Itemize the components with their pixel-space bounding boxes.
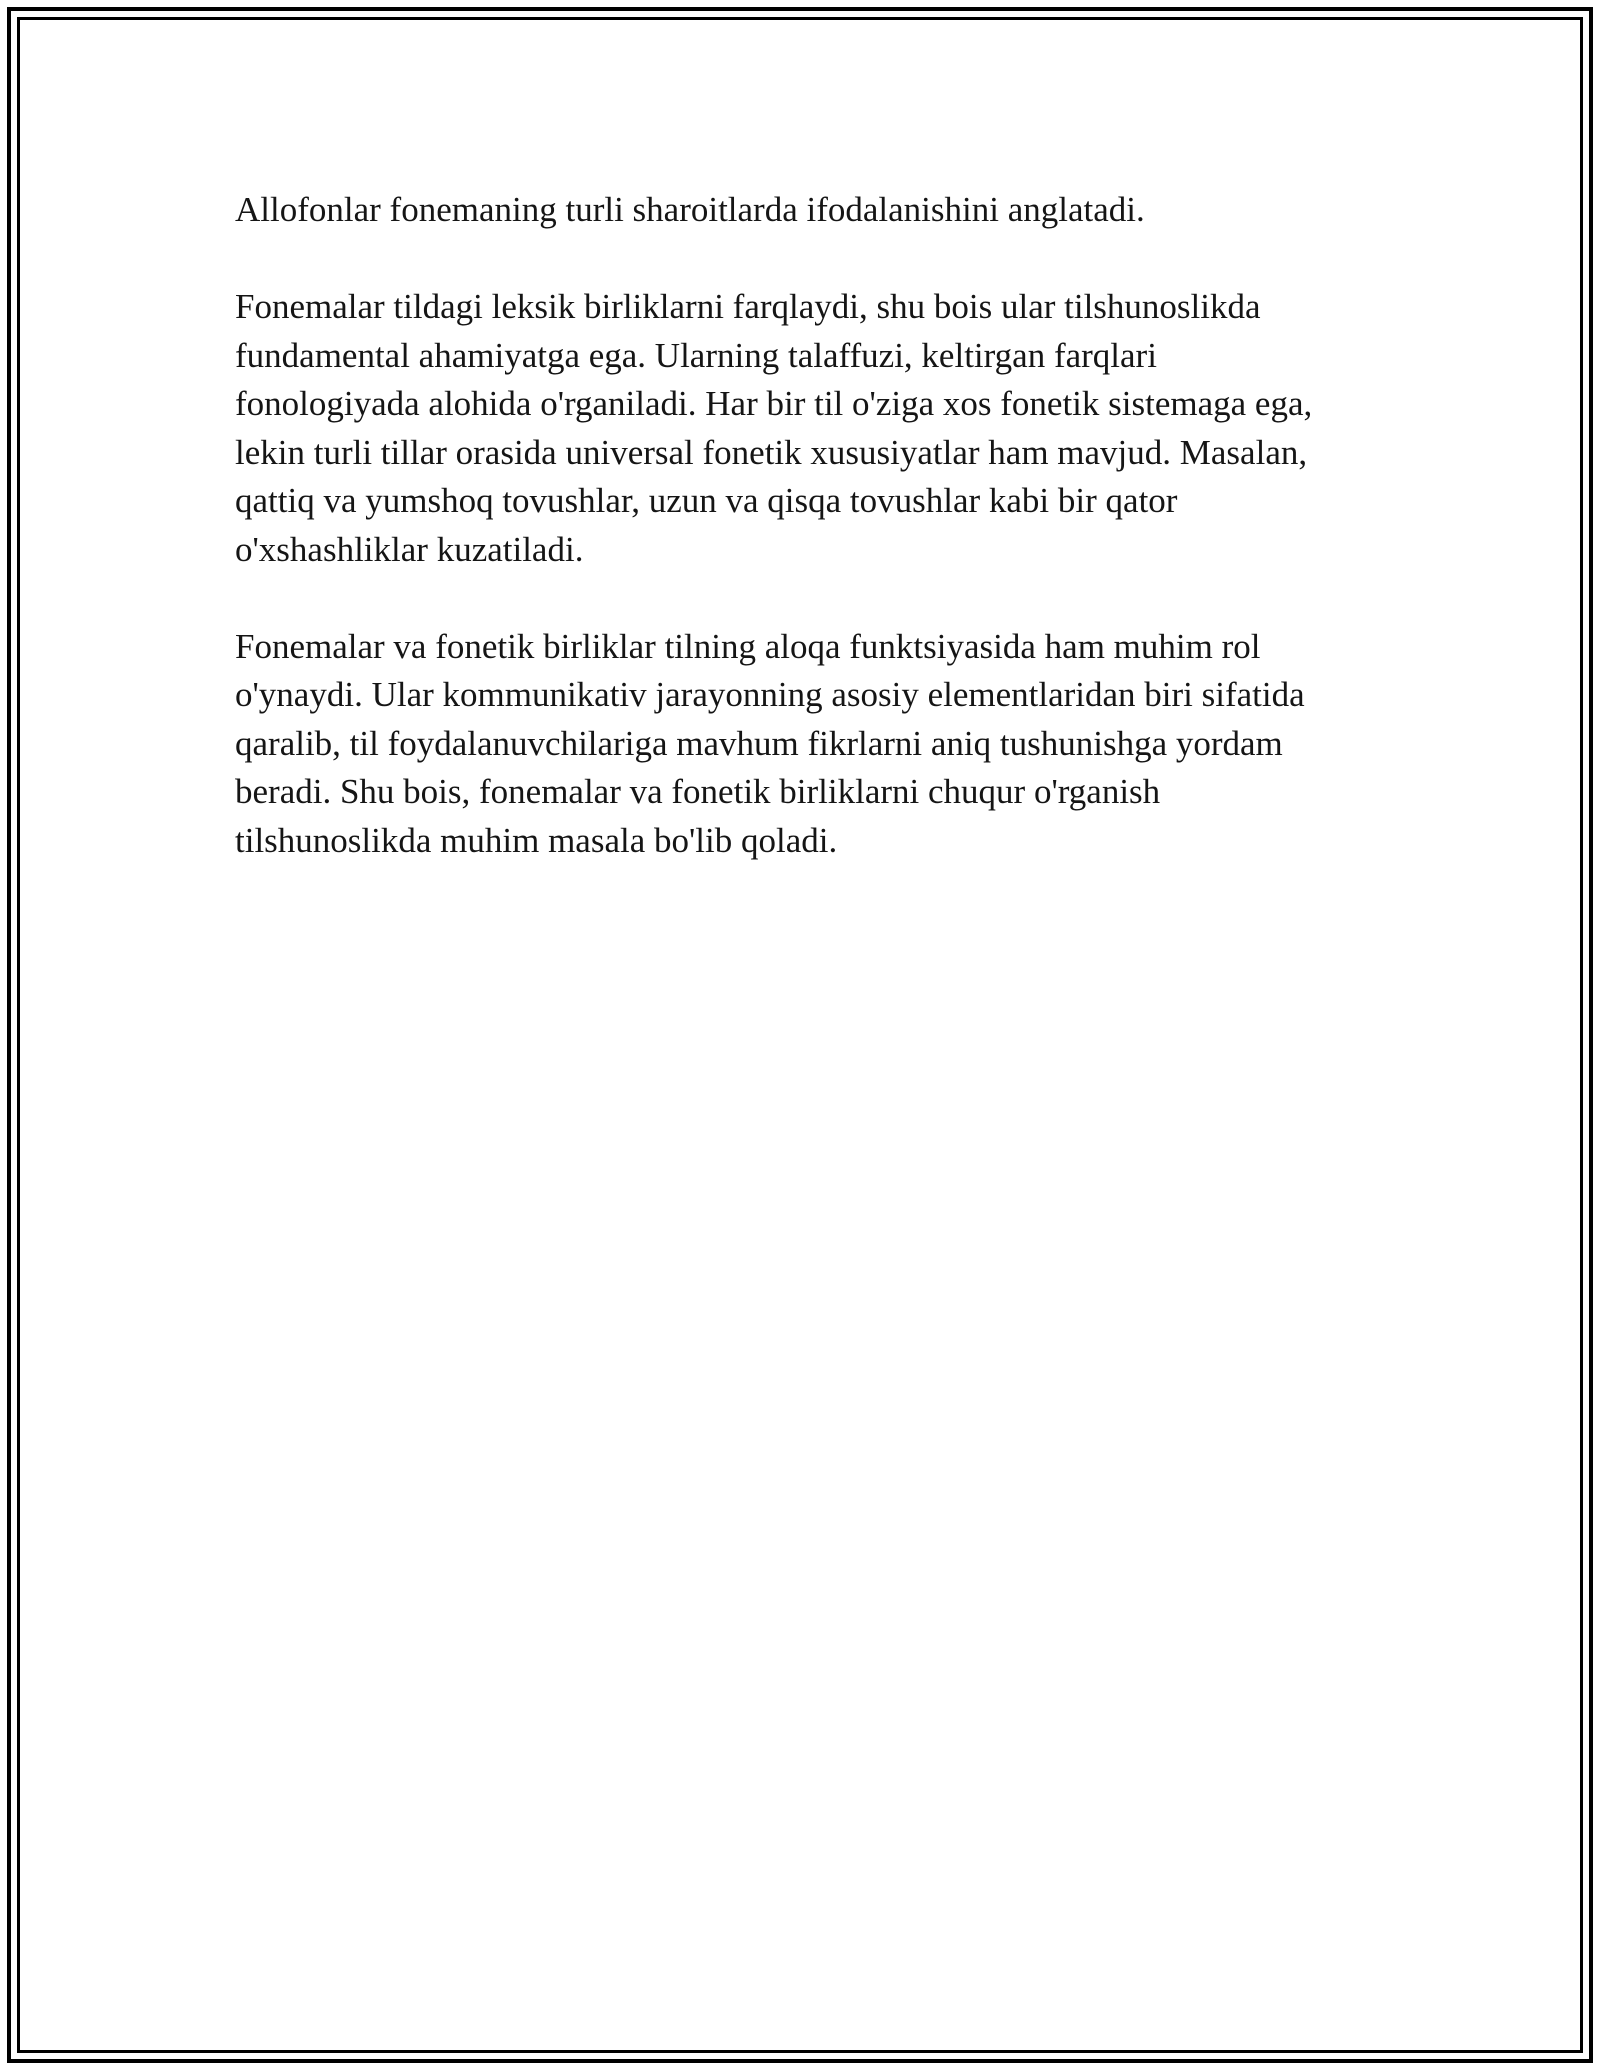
paragraph-phonemes-lexical: Fonemalar tildagi leksik birliklarni farqlaydi, shu bois ular tilshunoslikda fundamental ahamiyatga ega. Ularning talaffuzi, keltirgan farqlari fonologiyada alohida o'rganiladi. Har bir til o'ziga xos fonetik sistemaga ega, lekin turli tillar orasida universal fonetik xususiyatlar ham mavjud. Masalan, qattiq va yumshoq tovushlar, uzun va qisqa tovushlar kabi bir qator o'xshashliklar kuzatiladi. bbox=[235, 287, 1313, 569]
paragraph-allophones: Allofonlar fonemaning turli sharoitlarda ifodalanishini anglatadi. bbox=[235, 190, 1145, 229]
document-body bbox=[235, 186, 1385, 914]
paragraph-phonemes-communication: Fonemalar va fonetik birliklar tilning aloqa funktsiyasida ham muhim rol o'ynaydi. Ular kommunikativ jarayonning asosiy elementlaridan biri sifatida qaralib, til foydalanuvchilariga mavhum fikrlarni aniq tushunishga yordam beradi. Shu bois, fonemalar va fonetik birliklarni chuqur o'rganish tilshunoslikda muhim masala bo'lib qoladi. bbox=[235, 626, 1305, 860]
